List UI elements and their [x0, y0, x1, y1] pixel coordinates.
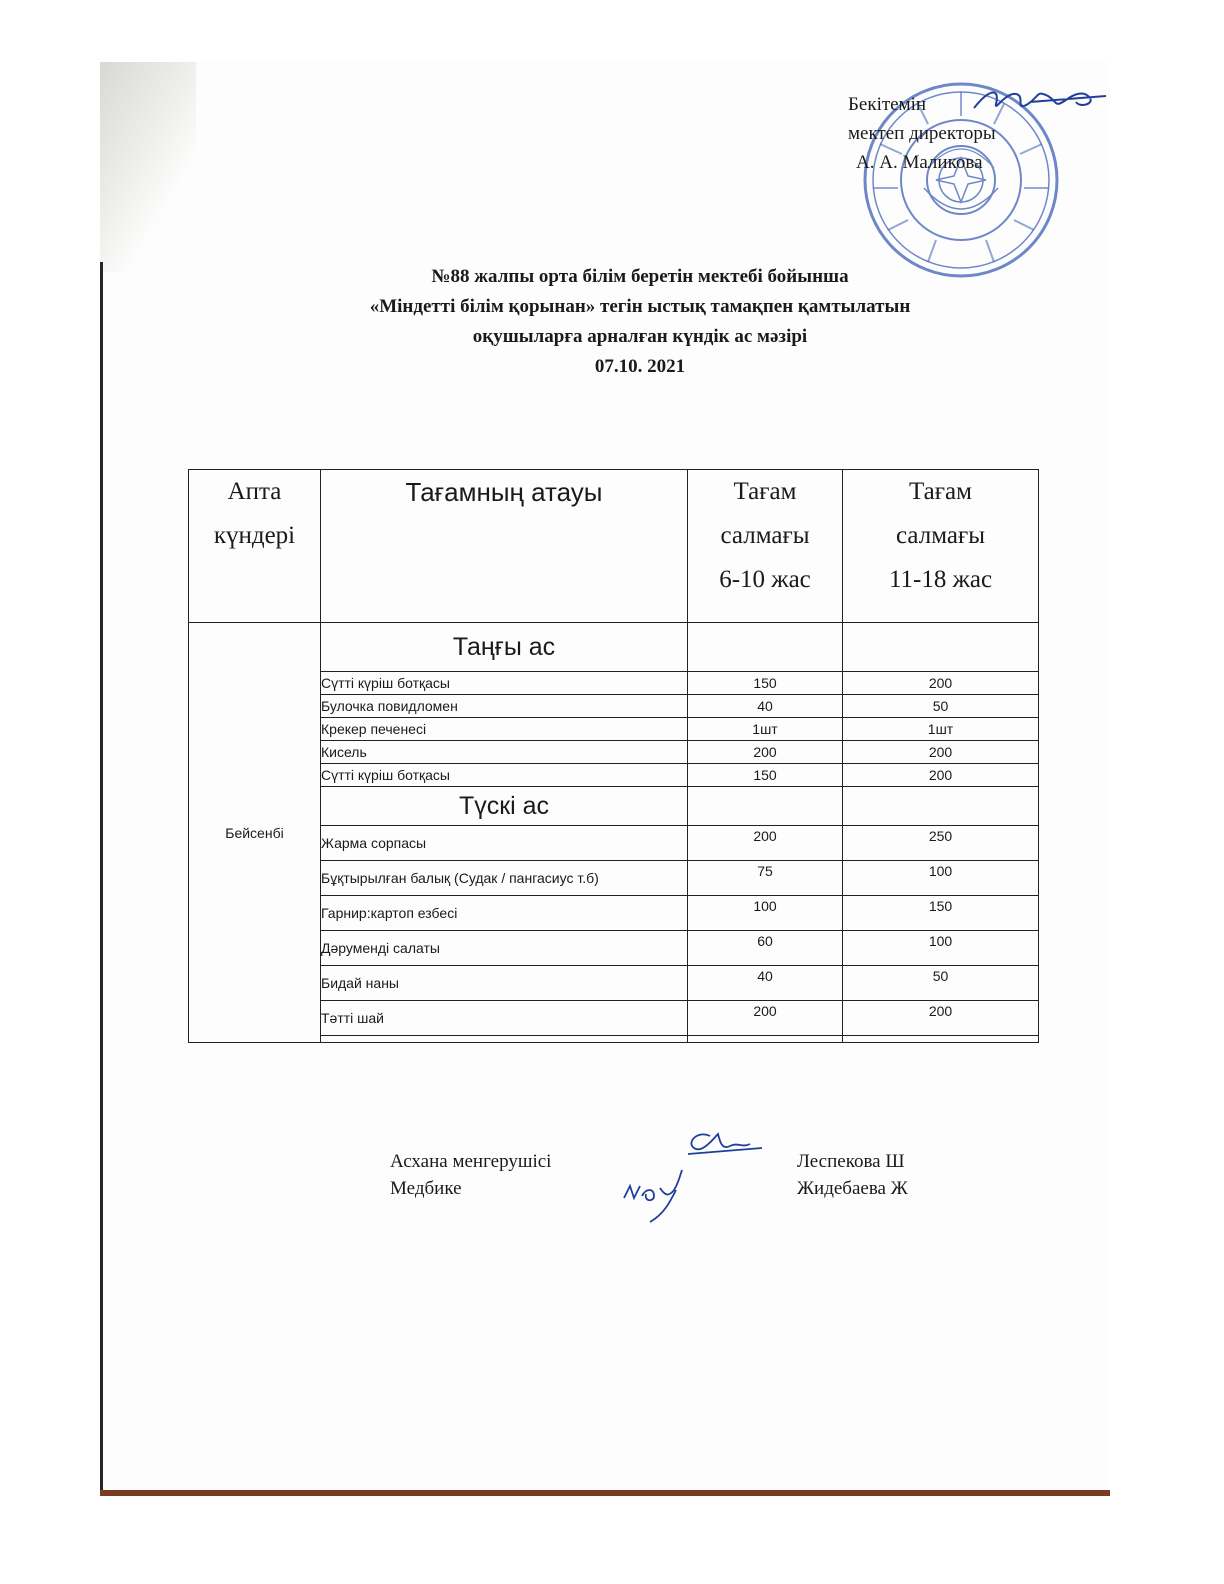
weight-6-10: 100	[688, 896, 843, 931]
role-nurse: Медбике	[390, 1178, 462, 1199]
header-day: Апта күндері	[189, 470, 321, 623]
weight-11-18: 200	[843, 672, 1039, 695]
weight-11-18: 200	[843, 764, 1039, 787]
weight-6-10: 75	[688, 861, 843, 896]
dish-name: Булочка повидломен	[321, 695, 688, 718]
weight-11-18: 250	[843, 826, 1039, 861]
weight-11-18: 1шт	[843, 718, 1039, 741]
signature-roles	[390, 1148, 551, 1202]
title-line-3: оқушыларға арналған күндік ас мәзірі	[472, 326, 808, 347]
weight-6-10: 150	[688, 672, 843, 695]
dish-name: Гарнир:картоп езбесі	[321, 896, 688, 931]
weight-6-10: 40	[688, 695, 843, 718]
weight-11-18: 200	[843, 741, 1039, 764]
weight-11-18: 100	[843, 931, 1039, 966]
dish-name: Сүтті күріш ботқасы	[321, 764, 688, 787]
weight-6-10: 40	[688, 966, 843, 1001]
section-title-breakfast: Таңғы ас	[321, 623, 688, 672]
table-header-row	[189, 470, 1039, 623]
weight-6-10: 200	[688, 1001, 843, 1036]
header-weight-6-10: Тағам салмағы 6-10 жас	[688, 470, 843, 623]
dish-name: Дәруменді салаты	[321, 931, 688, 966]
title-line-1: №88 жалпы орта білім беретін мектебі бойынша	[431, 266, 849, 287]
section-title-lunch: Түскі ас	[321, 787, 688, 826]
day-cell: Бейсенбі	[189, 623, 321, 1043]
signature-names	[797, 1148, 908, 1202]
canteen-manager-signature	[680, 1128, 765, 1164]
page-shadow	[100, 62, 196, 272]
menu-table	[188, 469, 1039, 1043]
weight-6-10: 200	[688, 826, 843, 861]
weight-11-18: 100	[843, 861, 1039, 896]
page-edge-left	[100, 262, 103, 1494]
dish-name: Бидай наны	[321, 966, 688, 1001]
dish-name: Бұқтырылған балық (Судак / пангасиус т.б)	[321, 861, 688, 896]
header-dish-name: Тағамның атауы	[321, 470, 688, 623]
title-date: 07.10. 2021	[594, 356, 686, 377]
dish-name: Сүтті күріш ботқасы	[321, 672, 688, 695]
section-row-breakfast	[189, 623, 1039, 672]
weight-11-18: 150	[843, 896, 1039, 931]
nurse-signature	[620, 1168, 688, 1226]
role-canteen-manager: Асхана менгерушісі	[390, 1151, 552, 1172]
document-title	[180, 262, 1100, 382]
title-line-2: «Міндетті білім қорынан» тегін ыстық тамақпен қамтылатын	[369, 296, 911, 317]
approval-line-1: Бекітемін	[848, 94, 927, 115]
approval-line-2: мектеп директоры	[848, 123, 996, 144]
dish-name: Кисель	[321, 741, 688, 764]
dish-name: Жарма сорпасы	[321, 826, 688, 861]
weight-11-18: 200	[843, 1001, 1039, 1036]
name-canteen-manager: Леспекова Ш	[797, 1151, 905, 1172]
weight-6-10: 60	[688, 931, 843, 966]
weight-11-18: 50	[843, 695, 1039, 718]
weight-6-10: 200	[688, 741, 843, 764]
name-nurse: Жидебаева Ж	[797, 1178, 908, 1199]
weight-6-10: 150	[688, 764, 843, 787]
weight-6-10: 1шт	[688, 718, 843, 741]
approval-line-3: А. А. Маликова	[856, 152, 983, 173]
weight-11-18: 50	[843, 966, 1039, 1001]
page-edge-bottom	[100, 1490, 1110, 1496]
director-signature	[970, 82, 1110, 122]
dish-name: Крекер печенесі	[321, 718, 688, 741]
header-weight-11-18: Тағам салмағы 11-18 жас	[843, 470, 1039, 623]
dish-name: Тәтті шай	[321, 1001, 688, 1036]
